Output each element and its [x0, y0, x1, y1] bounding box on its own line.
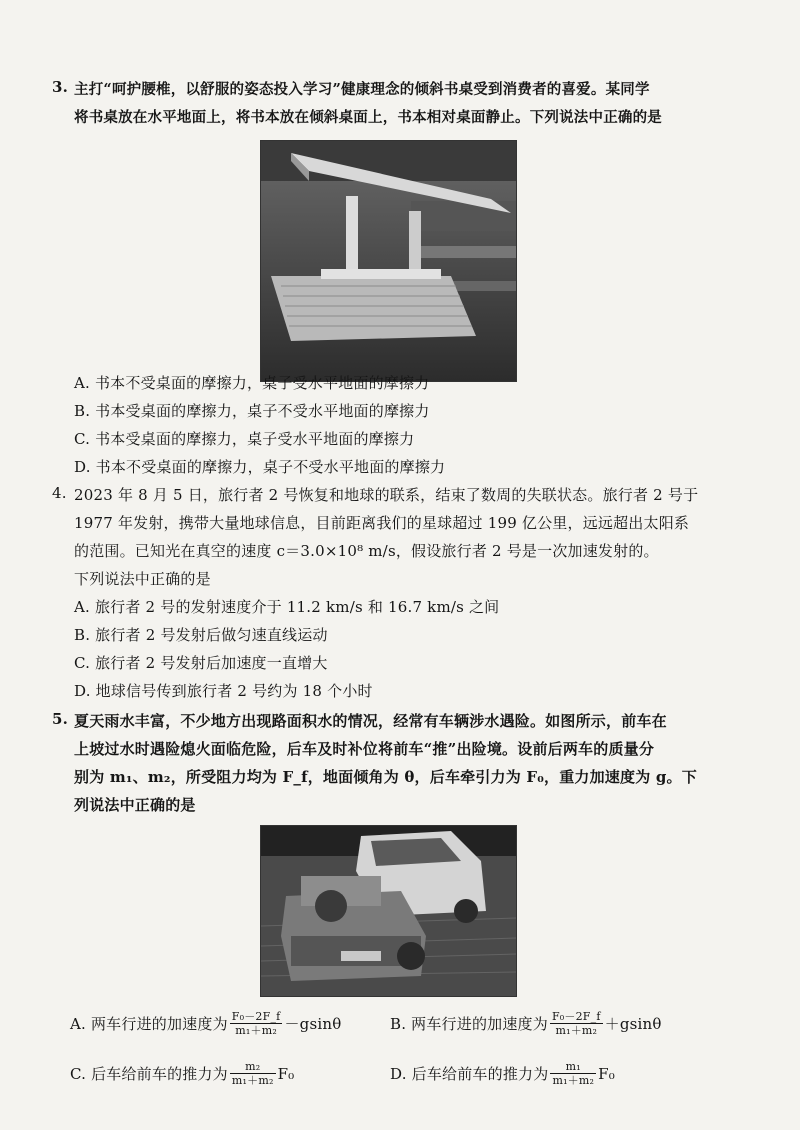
q5-option-b-fraction — [550, 1010, 603, 1037]
q4-stem-line3: 的范围。已知光在真空的速度 c＝3.0×10⁸ m/s，假设旅行者 2 号是一次加速发射的。 — [74, 542, 659, 560]
q5-stem-line2: 上坡过水时遇险熄火面临危险，后车及时补位将前车“推”出险境。设前后两车的质量分 — [74, 740, 655, 758]
q5-option-d-tail: F₀ — [598, 1064, 615, 1083]
q4-option-d: D. 地球信号传到旅行者 2 号约为 18 个小时 — [74, 682, 373, 700]
q5-option-c-label: C. 后车给前车的推力为 — [70, 1065, 228, 1083]
q5-option-a-numerator: F₀－2F_f — [231, 1010, 281, 1023]
q5-option-c — [70, 1060, 294, 1087]
q5-option-d-label: D. 后车给前车的推力为 — [390, 1065, 549, 1083]
q3-number: 3. — [52, 78, 69, 96]
q4-stem-line2: 1977 年发射，携带大量地球信息，目前距离我们的星球超过 199 亿公里，远远超出太阳系 — [74, 514, 690, 532]
q4-stem-line1: 2023 年 8 月 5 日，旅行者 2 号恢复和地球的联系，结束了数周的失联状态。旅行者 2 号于 — [74, 486, 699, 504]
q5-option-b — [390, 1010, 662, 1037]
q5-option-a-fraction — [230, 1010, 283, 1037]
q3-option-c: C. 书本受桌面的摩擦力，桌子受水平地面的摩擦力 — [74, 430, 415, 448]
q5-option-b-denominator: m₁＋m₂ — [555, 1024, 598, 1037]
q5-option-d — [390, 1060, 615, 1087]
q3-stem-line1: 主打“呵护腰椎，以舒服的姿态投入学习”健康理念的倾斜书桌受到消费者的喜爱。某同学 — [74, 81, 650, 98]
q5-option-a-label: A. 两车行进的加速度为 — [70, 1015, 228, 1033]
q5-stem-line3: 别为 m₁、m₂，所受阻力均为 F_f，地面倾角为 θ，后车牵引力为 F₀，重力加速度为 g。下 — [74, 768, 697, 786]
q3-option-a: A. 书本不受桌面的摩擦力，桌子受水平地面的摩擦力 — [74, 374, 430, 392]
q5-option-c-denominator: m₁＋m₂ — [231, 1074, 274, 1087]
q4-option-b: B. 旅行者 2 号发射后做匀速直线运动 — [74, 626, 328, 644]
q5-option-b-tail: ＋gsinθ — [604, 1015, 662, 1033]
q5-option-d-numerator: m₁ — [550, 1060, 596, 1074]
q5-option-b-label: B. 两车行进的加速度为 — [390, 1015, 548, 1033]
cars-in-water-illustration — [261, 826, 516, 996]
q5-option-d-fraction — [550, 1060, 596, 1087]
q3-option-b: B. 书本受桌面的摩擦力，桌子不受水平地面的摩擦力 — [74, 402, 430, 420]
cars-photo — [260, 825, 517, 997]
desk-photo — [260, 140, 517, 382]
q5-option-c-tail: F₀ — [277, 1064, 295, 1083]
q5-stem-line1: 夏天雨水丰富，不少地方出现路面积水的情况，经常有车辆涉水遇险。如图所示，前车在 — [74, 712, 667, 730]
q5-option-a-denominator: m₁＋m₂ — [235, 1024, 277, 1037]
q5-option-d-denominator: m₁＋m₂ — [552, 1074, 595, 1087]
q3-stem-line2: 将书桌放在水平地面上，将书本放在倾斜桌面上，书本相对桌面静止。下列说法中正确的是 — [74, 109, 662, 126]
q4-option-a: A. 旅行者 2 号的发射速度介于 11.2 km/s 和 16.7 km/s 之间 — [74, 598, 500, 616]
q4-stem-line4: 下列说法中正确的是 — [74, 570, 211, 588]
q5-option-c-fraction — [230, 1060, 276, 1087]
q4-option-c: C. 旅行者 2 号发射后加速度一直增大 — [74, 654, 328, 672]
q5-option-b-numerator: F₀－2F_f — [551, 1010, 601, 1023]
q5-stem-line4: 列说法中正确的是 — [74, 796, 196, 814]
q5-number: 5. — [52, 710, 69, 728]
q5-option-a — [70, 1010, 341, 1037]
q5-option-c-numerator: m₂ — [230, 1060, 276, 1074]
tilted-desk-illustration — [261, 141, 516, 381]
q4-number: 4. — [52, 484, 67, 502]
q5-option-a-tail: －gsinθ — [284, 1015, 342, 1033]
q3-option-d: D. 书本不受桌面的摩擦力，桌子不受水平地面的摩擦力 — [74, 458, 446, 476]
